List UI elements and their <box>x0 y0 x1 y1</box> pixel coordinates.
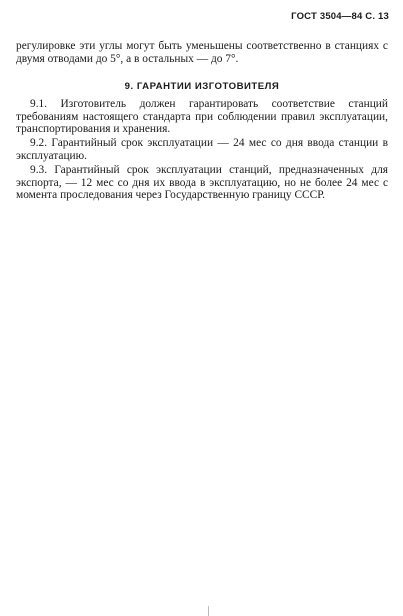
page-edge-mark <box>208 606 209 616</box>
paragraph-9-2: 9.2. Гарантийный срок эксплуатации — 24 мес со дня ввода станции в эксплуатацию. <box>16 137 388 162</box>
intro-paragraph: регулировке эти углы могут быть уменьшены соответственно в станциях с двумя отводами до 5°, а в остальных — до 7°. <box>16 40 388 65</box>
page-header: ГОСТ 3504—84 С. 13 <box>291 11 389 22</box>
paragraph-9-1: 9.1. Изготовитель должен гарантировать соответствие станций требованиям настоящего стандарта при соблюдении правил эксплуатации, транспортирования и хранения. <box>16 98 388 136</box>
paragraph-9-3: 9.3. Гарантийный срок эксплуатации станций, предназначенных для экспорта, — 12 мес со дня их ввода в эксплуатацию, но не более 24 мес с момента проследования через Государственную границу СССР. <box>16 164 388 202</box>
section-title: 9. ГАРАНТИИ ИЗГОТОВИТЕЛЯ <box>124 81 280 92</box>
